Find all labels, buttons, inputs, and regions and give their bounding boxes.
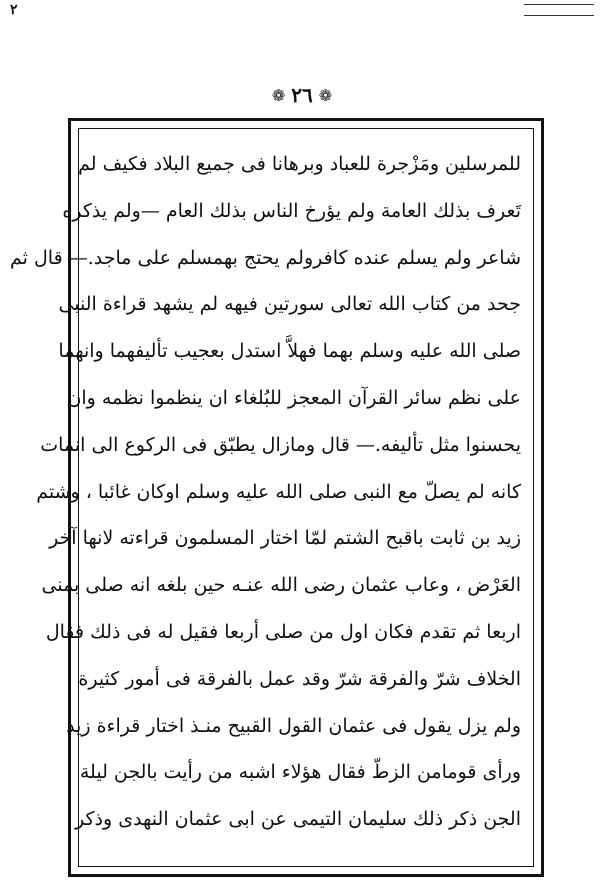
text-body (10, 141, 521, 843)
text-line: جحد من كتاب الله تعالى سورتين فيهه لم يشهد قراءة النبى (58, 293, 521, 316)
text-line: صلى الله عليه وسلم بهما فهلاَّ استدل بعجيب تأليفهما وانهما (58, 340, 521, 363)
text-line: الجن ذكر ذلك سليمان التيمى عن ابى عثمان النهدى وذكر (75, 808, 521, 831)
ornament-right-icon: ❁ (318, 85, 333, 105)
text-line: شاعر ولم يسلم عنده كافرولم يحتج بهمسلم على ماجد.— قال ثم (10, 246, 521, 269)
page-header (0, 82, 604, 108)
text-line: تَعرف بذلك العامة ولم يؤرخ الناس بذلك العام —ولم يذكره (62, 199, 521, 222)
corner-rule-bottom (524, 15, 594, 16)
page-number: ٢٦ (291, 83, 313, 107)
text-line: للمرسلين ومَزْجرة للعباد وبرهانا فى جميع البلاد فكيف لم (78, 153, 521, 175)
page-frame (10, 118, 544, 877)
text-line: الخلاف شرّ والفرقة شرّ وقد عمل بالفرقة فى أمور كثيرة (78, 667, 521, 690)
text-line: اربعا ثم تقدم فكان اول من صلى أربعا فقيل له فى ذلك فقال (45, 620, 521, 643)
page-frame-inner (10, 128, 534, 867)
text-line: زيد بن ثابت باقبح الشتم لمّا اختار المسلمون قراءته لانها آخر (49, 527, 521, 550)
text-line: ورأى قومامن الزطّ فقال هؤلاء اشبه من رأيت بالجن ليلة (79, 761, 521, 784)
text-line: كانه لم يصلّ مع النبى صلى الله عليه وسلم اوكان غائبا ، وشتم (36, 480, 521, 503)
text-line: ولم يزل يقول فى عثمان القول القبيح منـذ اختار قراءة زيد (66, 714, 521, 737)
corner-mark: ٢ (10, 2, 18, 18)
text-line: يحسنوا مثل تأليفه.— قال ومازال يطبّق فى الركوع الى انمات (40, 433, 521, 456)
text-line: على نظم سائر القرآن المعجز للبُلغاء ان ينظموا نظمه وان (67, 386, 521, 409)
corner-rule-top (524, 4, 594, 5)
ornament-left-icon: ❁ (271, 85, 286, 105)
text-line: العَرْض ، وعاب عثمان رضى الله عنـه حين بلغه انه صلى بمنى (41, 574, 521, 597)
